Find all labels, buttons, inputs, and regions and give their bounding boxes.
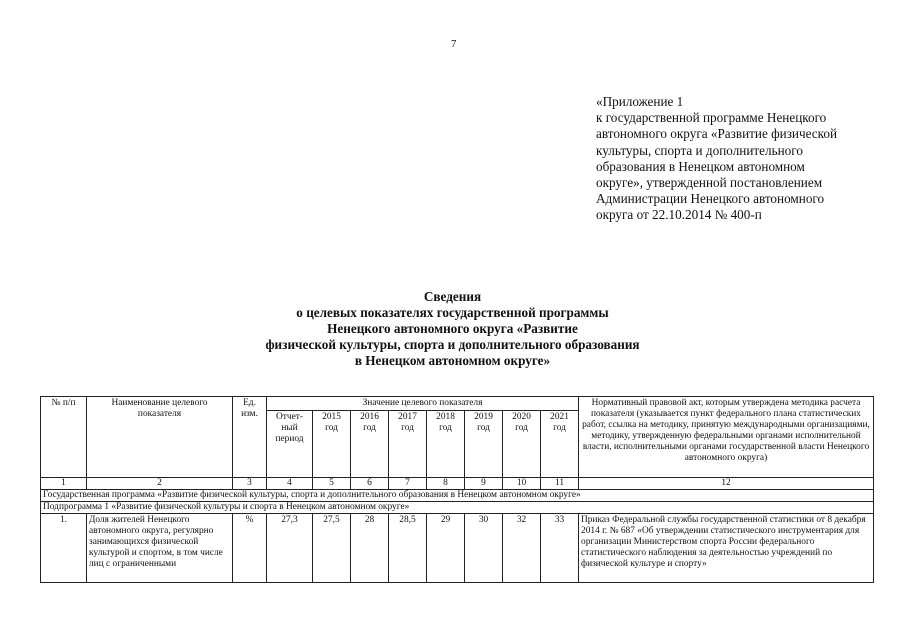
row-value: 27,5 xyxy=(313,514,351,583)
document-title xyxy=(0,289,905,369)
column-number: 11 xyxy=(541,478,579,490)
row-value: 28 xyxy=(351,514,389,583)
header-num: № п/п xyxy=(41,397,87,478)
title-line: Сведения xyxy=(423,289,482,304)
appendix-line: «Приложение 1 xyxy=(596,94,684,109)
row-num: 1. xyxy=(41,514,87,583)
row-value: 27,3 xyxy=(267,514,313,583)
column-number: 2 xyxy=(87,478,233,490)
header-unit: Ед. изм. xyxy=(233,397,267,478)
column-number: 1 xyxy=(41,478,87,490)
header-value-group: Значение целевого показателя xyxy=(267,397,579,411)
row-value: 30 xyxy=(465,514,503,583)
header-year: 2020 год xyxy=(503,411,541,478)
row-unit: % xyxy=(233,514,267,583)
program-title: Государственная программа «Развитие физической культуры, спорта и дополнительного образования в Ненецком автономном округе» xyxy=(41,490,874,502)
table-header-row xyxy=(41,397,874,411)
subprogram-title: Подпрограмма 1 «Развитие физической культуры и спорта в Ненецком автономном округе» xyxy=(41,502,874,514)
header-report-period: Отчет-ный период xyxy=(267,411,313,478)
header-year: 2021 год xyxy=(541,411,579,478)
appendix-line: автономного округа «Развитие физической xyxy=(596,126,838,142)
appendix-line: Администрации Ненецкого автономного xyxy=(596,191,825,207)
page-number: 7 xyxy=(451,38,457,50)
header-year: 2018 год xyxy=(427,411,465,478)
appendix-note xyxy=(596,94,896,224)
column-number: 3 xyxy=(233,478,267,490)
appendix-line: округе», утвержденной постановлением xyxy=(596,175,823,191)
subprogram-row xyxy=(41,502,874,514)
column-number: 8 xyxy=(427,478,465,490)
header-year: 2019 год xyxy=(465,411,503,478)
table-row xyxy=(41,514,874,583)
title-line: физической культуры, спорта и дополнительного образования xyxy=(265,337,640,352)
column-number: 12 xyxy=(579,478,874,490)
column-number: 10 xyxy=(503,478,541,490)
appendix-line: культуры, спорта и дополнительного xyxy=(596,142,803,158)
title-line: о целевых показателях государственной программы xyxy=(296,305,609,320)
header-act: Нормативный правовой акт, которым утверждена методика расчета показателя (указывается пункт федерального плана статистических работ, ссылка на методику, принятую международными организациями, методику, утвержденную федеральными органами исполнительной власти, исполнительными органами государственной власти Ненецкого автономного округа) xyxy=(579,397,874,478)
title-line: в Ненецком автономном округе» xyxy=(354,353,551,368)
program-row xyxy=(41,490,874,502)
row-value: 28,5 xyxy=(389,514,427,583)
header-name: Наименование целевого показателя xyxy=(87,397,233,478)
indicators-table xyxy=(40,396,874,583)
row-value: 33 xyxy=(541,514,579,583)
column-numbers-row xyxy=(41,478,874,490)
row-value: 32 xyxy=(503,514,541,583)
appendix-line: к государственной программе Ненецкого xyxy=(596,110,827,126)
column-number: 9 xyxy=(465,478,503,490)
header-year: 2017 год xyxy=(389,411,427,478)
appendix-line: округа от 22.10.2014 № 400-п xyxy=(596,207,762,223)
header-year: 2016 год xyxy=(351,411,389,478)
appendix-line: образования в Ненецком автономном xyxy=(596,158,805,174)
column-number: 5 xyxy=(313,478,351,490)
column-number: 7 xyxy=(389,478,427,490)
row-act: Приказ Федеральной службы государственной статистики от 8 декабря 2014 г. № 687 «Об утверждении статистического инструментария для организации Министерством спорта России федерального статистического наблюдения за деятельностью учреждений по физической культуре и спорту» xyxy=(579,514,874,583)
title-line: Ненецкого автономного округа «Развитие xyxy=(327,321,578,336)
column-number: 4 xyxy=(267,478,313,490)
row-value: 29 xyxy=(427,514,465,583)
row-name: Доля жителей Ненецкого автономного округа, регулярно занимающихся физической культурой и спортом, в том числе лиц с ограниченными xyxy=(87,514,233,583)
header-year: 2015 год xyxy=(313,411,351,478)
column-number: 6 xyxy=(351,478,389,490)
